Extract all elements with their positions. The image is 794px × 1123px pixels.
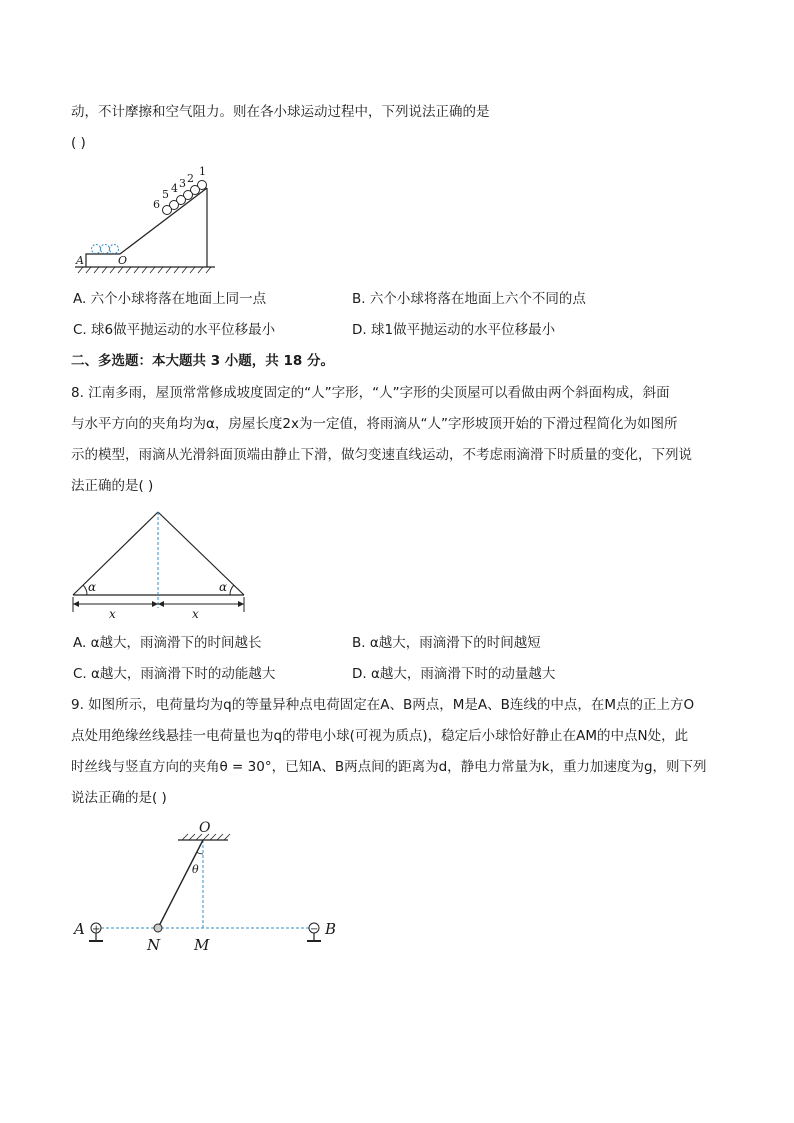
label-n: N [147, 936, 161, 954]
x-right-label: x [192, 607, 199, 621]
ball-6 [163, 206, 172, 215]
q9-stem-line-1: 9. 如图所示，电荷量均为q的等量异种点电荷固定在A、B两点，M是A、B连线的中点，在M点的正上方O [71, 697, 695, 713]
label-theta: θ [192, 863, 199, 876]
q8-figure-roof [68, 508, 253, 620]
q8-option-d: D. α越大，雨滴滑下时的动量越大 [352, 666, 556, 682]
label-m: M [194, 936, 210, 954]
ball-label-3: 3 [179, 177, 186, 190]
q7-stem-tail: 动，不计摩擦和空气阻力。则在各小球运动过程中，下列说法正确的是 [71, 104, 490, 120]
ball-label-5: 5 [162, 188, 169, 201]
q7-option-b: B. 六个小球将落在地面上六个不同的点 [352, 291, 586, 307]
ball-label-4: 4 [171, 182, 178, 195]
q8-stem-line-2: 与水平方向的夹角均为α，房屋长度2x为一定值，将雨滴从“人”字形坡顶开始的下滑过程简化为如图所 [71, 416, 678, 432]
q8-option-b: B. α越大，雨滴滑下的时间越短 [352, 635, 541, 651]
q8-stem-line-1: 8. 江南多雨，屋顶常常修成坡度固定的“人”字形，“人”字形的尖顶屋可以看做由两个斜面构成，斜面 [71, 385, 670, 401]
q8-option-c: C. α越大，雨滴滑下时的动能越大 [73, 666, 276, 682]
q8-option-a: A. α越大，雨滴滑下的时间越长 [73, 635, 262, 651]
angle-right-label: α [219, 580, 228, 594]
sign-b: − [310, 924, 319, 935]
ball-label-1: 1 [199, 165, 206, 178]
q9-stem-line-3: 时丝线与竖直方向的夹角θ = 30°，已知A、B两点间的距离为d，静电力常量为k，重力加速度为g，则下列 [71, 759, 707, 775]
label-b: B [325, 920, 337, 938]
q7-option-a: A. 六个小球将落在地面上同一点 [73, 291, 267, 307]
q8-stem-line-4: 法正确的是( ) [71, 478, 154, 494]
point-o-label: O [118, 254, 128, 267]
point-a-label: A [76, 254, 84, 267]
q8-stem-line-3: 示的模型，雨滴从光滑斜面顶端由静止下滑，做匀变速直线运动，不考虑雨滴滑下时质量的变化，下列说 [71, 447, 692, 463]
angle-left-label: α [88, 580, 97, 594]
ball-label-6: 6 [153, 198, 160, 211]
x-left-label: x [109, 607, 116, 621]
q7-answer-paren: ( ) [71, 135, 86, 151]
label-a: A [74, 920, 85, 938]
section-2-title: 二、多选题：本大题共 3 小题，共 18 分。 [71, 353, 334, 369]
sign-a: + [92, 924, 101, 935]
label-o: O [199, 820, 211, 836]
ball-label-2: 2 [187, 172, 194, 185]
q7-option-d: D. 球1做平抛运动的水平位移最小 [352, 322, 556, 338]
q7-option-c: C. 球6做平抛运动的水平位移最小 [73, 322, 276, 338]
q9-stem-line-4: 说法正确的是( ) [71, 790, 167, 806]
q9-figure-pendulum [70, 818, 345, 958]
q7-figure-incline [70, 160, 220, 276]
q9-stem-line-2: 点处用绝缘丝线悬挂一电荷量也为q的带电小球(可视为质点)，稳定后小球恰好静止在AM的中点N处，此 [71, 728, 689, 744]
